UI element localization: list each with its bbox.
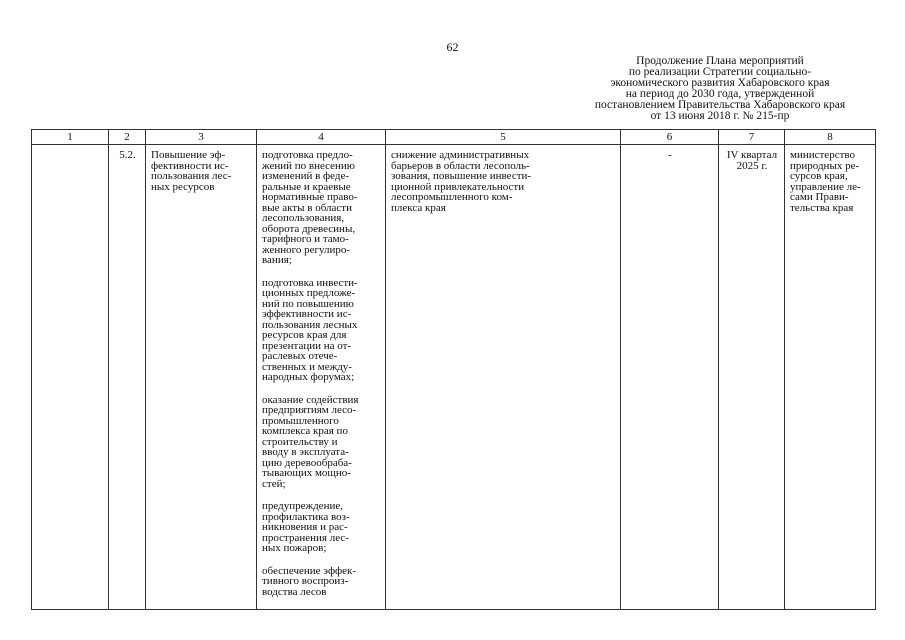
cell-responsible — [785, 145, 876, 610]
text-line: пользования лес- — [151, 170, 232, 182]
header-line: Продолжение Плана мероприятий — [636, 55, 804, 67]
text-line: строительству и — [262, 435, 338, 448]
column-header: 5 — [386, 130, 621, 145]
header-line: от 13 июня 2018 г. № 215-пр — [650, 110, 790, 122]
column-header: 8 — [785, 130, 876, 145]
text-line: изменений в феде- — [262, 170, 350, 182]
text-line: природных ре- — [790, 159, 860, 172]
text-line: ний по повышению — [262, 297, 354, 310]
text-line: водства лесов — [262, 585, 327, 598]
text-line: оказание содействия — [262, 393, 359, 406]
cell-deadline — [719, 145, 785, 610]
text-line: вания; — [262, 254, 292, 266]
text-line: ных ресурсов — [151, 180, 215, 193]
text-line: вводу в эксплуата- — [262, 446, 349, 458]
text-line: народных форумах; — [262, 371, 355, 383]
text-line: лесопользования, — [262, 212, 345, 224]
text-line: сами Прави- — [790, 191, 849, 203]
column-number-row — [32, 130, 876, 145]
text-line: ственных и между- — [262, 360, 352, 373]
text-line: стей; — [262, 477, 286, 490]
text-line: эффективности ис- — [262, 308, 352, 320]
text-line: промышленного — [262, 414, 339, 427]
text-line: комплекса края по — [262, 425, 348, 437]
text-line: министерство — [790, 149, 856, 161]
text-line: зования, повышение инвести- — [391, 170, 532, 182]
column-header: 1 — [32, 130, 109, 145]
text-line: тывающих мощно- — [262, 467, 351, 479]
measure-paragraph — [262, 278, 381, 383]
column-header: 3 — [146, 130, 257, 145]
text-line: оборота древесины, — [262, 222, 356, 235]
plan-table — [31, 129, 876, 610]
text-line: управление ле- — [790, 180, 861, 193]
text-line: подготовка инвести- — [262, 276, 358, 289]
measure-paragraph — [262, 150, 381, 266]
text-line: раслевых отече- — [262, 350, 338, 362]
document-header — [560, 56, 880, 122]
text-line: ральные и краевые — [262, 180, 351, 193]
header-line: по реализации Стратегии социально- — [628, 66, 812, 78]
text-line: предприятиям лесо- — [262, 404, 357, 416]
measure-paragraph — [262, 566, 381, 598]
page-number: 62 — [446, 40, 459, 54]
text-line: жений по внесению — [262, 159, 356, 172]
column-header: 6 — [621, 130, 719, 145]
cell-expected-result — [386, 145, 621, 610]
cell-task — [146, 145, 257, 610]
text-line: обеспечение эффек- — [262, 564, 357, 577]
header-line: постановлением Правительства Хабаровского края — [594, 99, 846, 111]
text-line: профилактика воз- — [262, 510, 350, 523]
text-line: ресурсов края для — [262, 329, 347, 341]
text-line: пространения лес- — [262, 531, 349, 544]
text-line: плекса края — [391, 201, 446, 214]
text-line: вые акты в области — [262, 201, 352, 214]
text-line: ционной привлекательности — [391, 180, 525, 193]
header-line: экономического развития Хабаровского края — [610, 77, 830, 89]
measure-paragraph — [262, 395, 381, 490]
table-row — [32, 145, 876, 610]
column-header: 2 — [109, 130, 146, 145]
text-line: презентации на от- — [262, 339, 352, 352]
text-line: нормативные право- — [262, 191, 358, 203]
text-line: пользования лесных — [262, 318, 358, 331]
text-line: подготовка предло- — [262, 149, 353, 161]
text-line: тарифного и тамо- — [262, 233, 349, 245]
header-line: на период до 2030 года, утвержденной — [625, 88, 815, 100]
text-line: ных пожаров; — [262, 542, 327, 554]
cell-dash: - — [621, 145, 719, 610]
text-line: лесопромышленного ком- — [391, 191, 513, 203]
text-line: IV квартал — [726, 149, 778, 161]
text-line: тивного воспроиз- — [262, 575, 349, 587]
cell-item-number: 5.2. — [109, 145, 146, 610]
column-header: 4 — [257, 130, 386, 145]
cell-measures — [257, 145, 386, 610]
text-line: 2025 г. — [736, 159, 768, 172]
text-line: сурсов края, — [790, 170, 848, 182]
text-line: Повышение эф- — [151, 149, 226, 161]
cell-empty — [32, 145, 109, 610]
text-line: тельства края — [790, 201, 854, 214]
column-header: 7 — [719, 130, 785, 145]
text-line: барьеров в области лесополь- — [391, 159, 530, 172]
text-line: цию деревообраба- — [262, 456, 352, 469]
text-line: фективности ис- — [151, 159, 229, 172]
text-line: женного регулиро- — [262, 243, 351, 256]
text-line: снижение административных — [391, 149, 530, 161]
text-line: ционных предложе- — [262, 287, 356, 299]
text-line: предупреждение, — [262, 500, 343, 512]
measure-paragraph — [262, 501, 381, 554]
text-line: никновения и рас- — [262, 521, 348, 533]
